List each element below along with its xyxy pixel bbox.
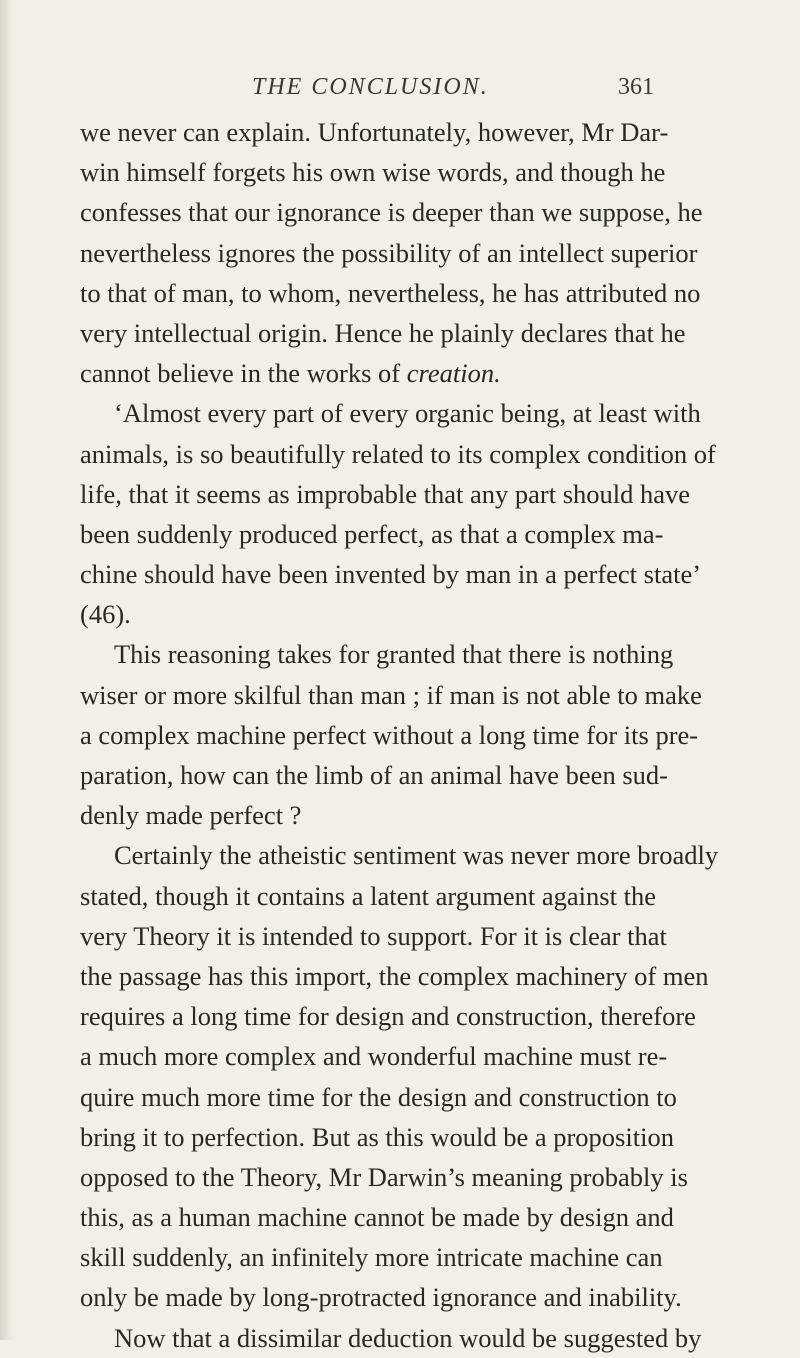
quote-line: chine should have been invented by man in a perfect state’ xyxy=(80,559,702,590)
text-line-prefix: cannot believe in the works of xyxy=(80,358,407,389)
text-line: very Theory it is intended to support. For it is clear that xyxy=(80,920,667,951)
text-line: to that of man, to whom, nevertheless, he has attributed no xyxy=(80,277,701,308)
text-line: wiser or more skilful than man ; if man is not able to make xyxy=(80,679,702,710)
text-line: stated, though it contains a latent argument against the xyxy=(80,880,656,911)
text-line: nevertheless ignores the possibility of an intellect superior xyxy=(80,237,698,268)
text-line: skill suddenly, an infinitely more intricate machine can xyxy=(80,1242,663,1273)
citation-line: (46). xyxy=(80,599,131,630)
text-line: confesses that our ignorance is deeper than we suppose, he xyxy=(80,197,703,228)
text-line: we never can explain. Unfortunately, however, Mr Dar- xyxy=(80,117,669,147)
page-number: 361 xyxy=(618,74,654,100)
text-line: win himself forgets his own wise words, and though he xyxy=(80,157,666,188)
text-line: requires a long time for design and construction, therefore xyxy=(80,1001,696,1032)
quote-line: animals, is so beautifully related to its complex condition of xyxy=(80,438,716,469)
body-text xyxy=(80,112,719,1358)
text-line: denly made perfect ? xyxy=(80,800,302,831)
quote-line: life, that it seems as improbable that any part should have xyxy=(80,478,691,509)
text-line: only be made by long-protracted ignorance and inability. xyxy=(80,1282,682,1313)
italic-word: creation. xyxy=(406,358,501,389)
text-line: Now that a dissimilar deduction would be suggested by xyxy=(114,1322,702,1353)
text-line: paration, how can the limb of an animal have been sud- xyxy=(80,760,668,790)
text-line xyxy=(80,353,656,393)
text-line: bring it to perfection. But as this would be a proposition xyxy=(80,1121,674,1152)
text-line: a complex machine perfect without a long time for its pre- xyxy=(80,719,699,750)
text-line: Certainly the atheistic sentiment was never more broadly xyxy=(114,840,719,871)
text-line: this, as a human machine cannot be made by design and xyxy=(80,1202,674,1233)
text-line: opposed to the Theory, Mr Darwin’s meaning probably is xyxy=(80,1161,688,1192)
running-head: THE CONCLUSION. xyxy=(252,74,489,100)
text-line: the passage has this import, the complex machinery of men xyxy=(80,960,709,991)
page-header xyxy=(0,70,800,110)
text-line: a much more complex and wonderful machine must re- xyxy=(80,1041,668,1072)
quote-line: ‘Almost every part of every organic being, at least with xyxy=(114,398,701,429)
text-line: very intellectual origin. Hence he plainly declares that he xyxy=(80,317,686,348)
text-line: quire much more time for the design and construction to xyxy=(80,1081,677,1112)
page-edge-shadow xyxy=(0,0,14,1340)
text-line: This reasoning takes for granted that there is nothing xyxy=(114,639,674,670)
quote-line: been suddenly produced perfect, as that a complex ma- xyxy=(80,518,664,549)
